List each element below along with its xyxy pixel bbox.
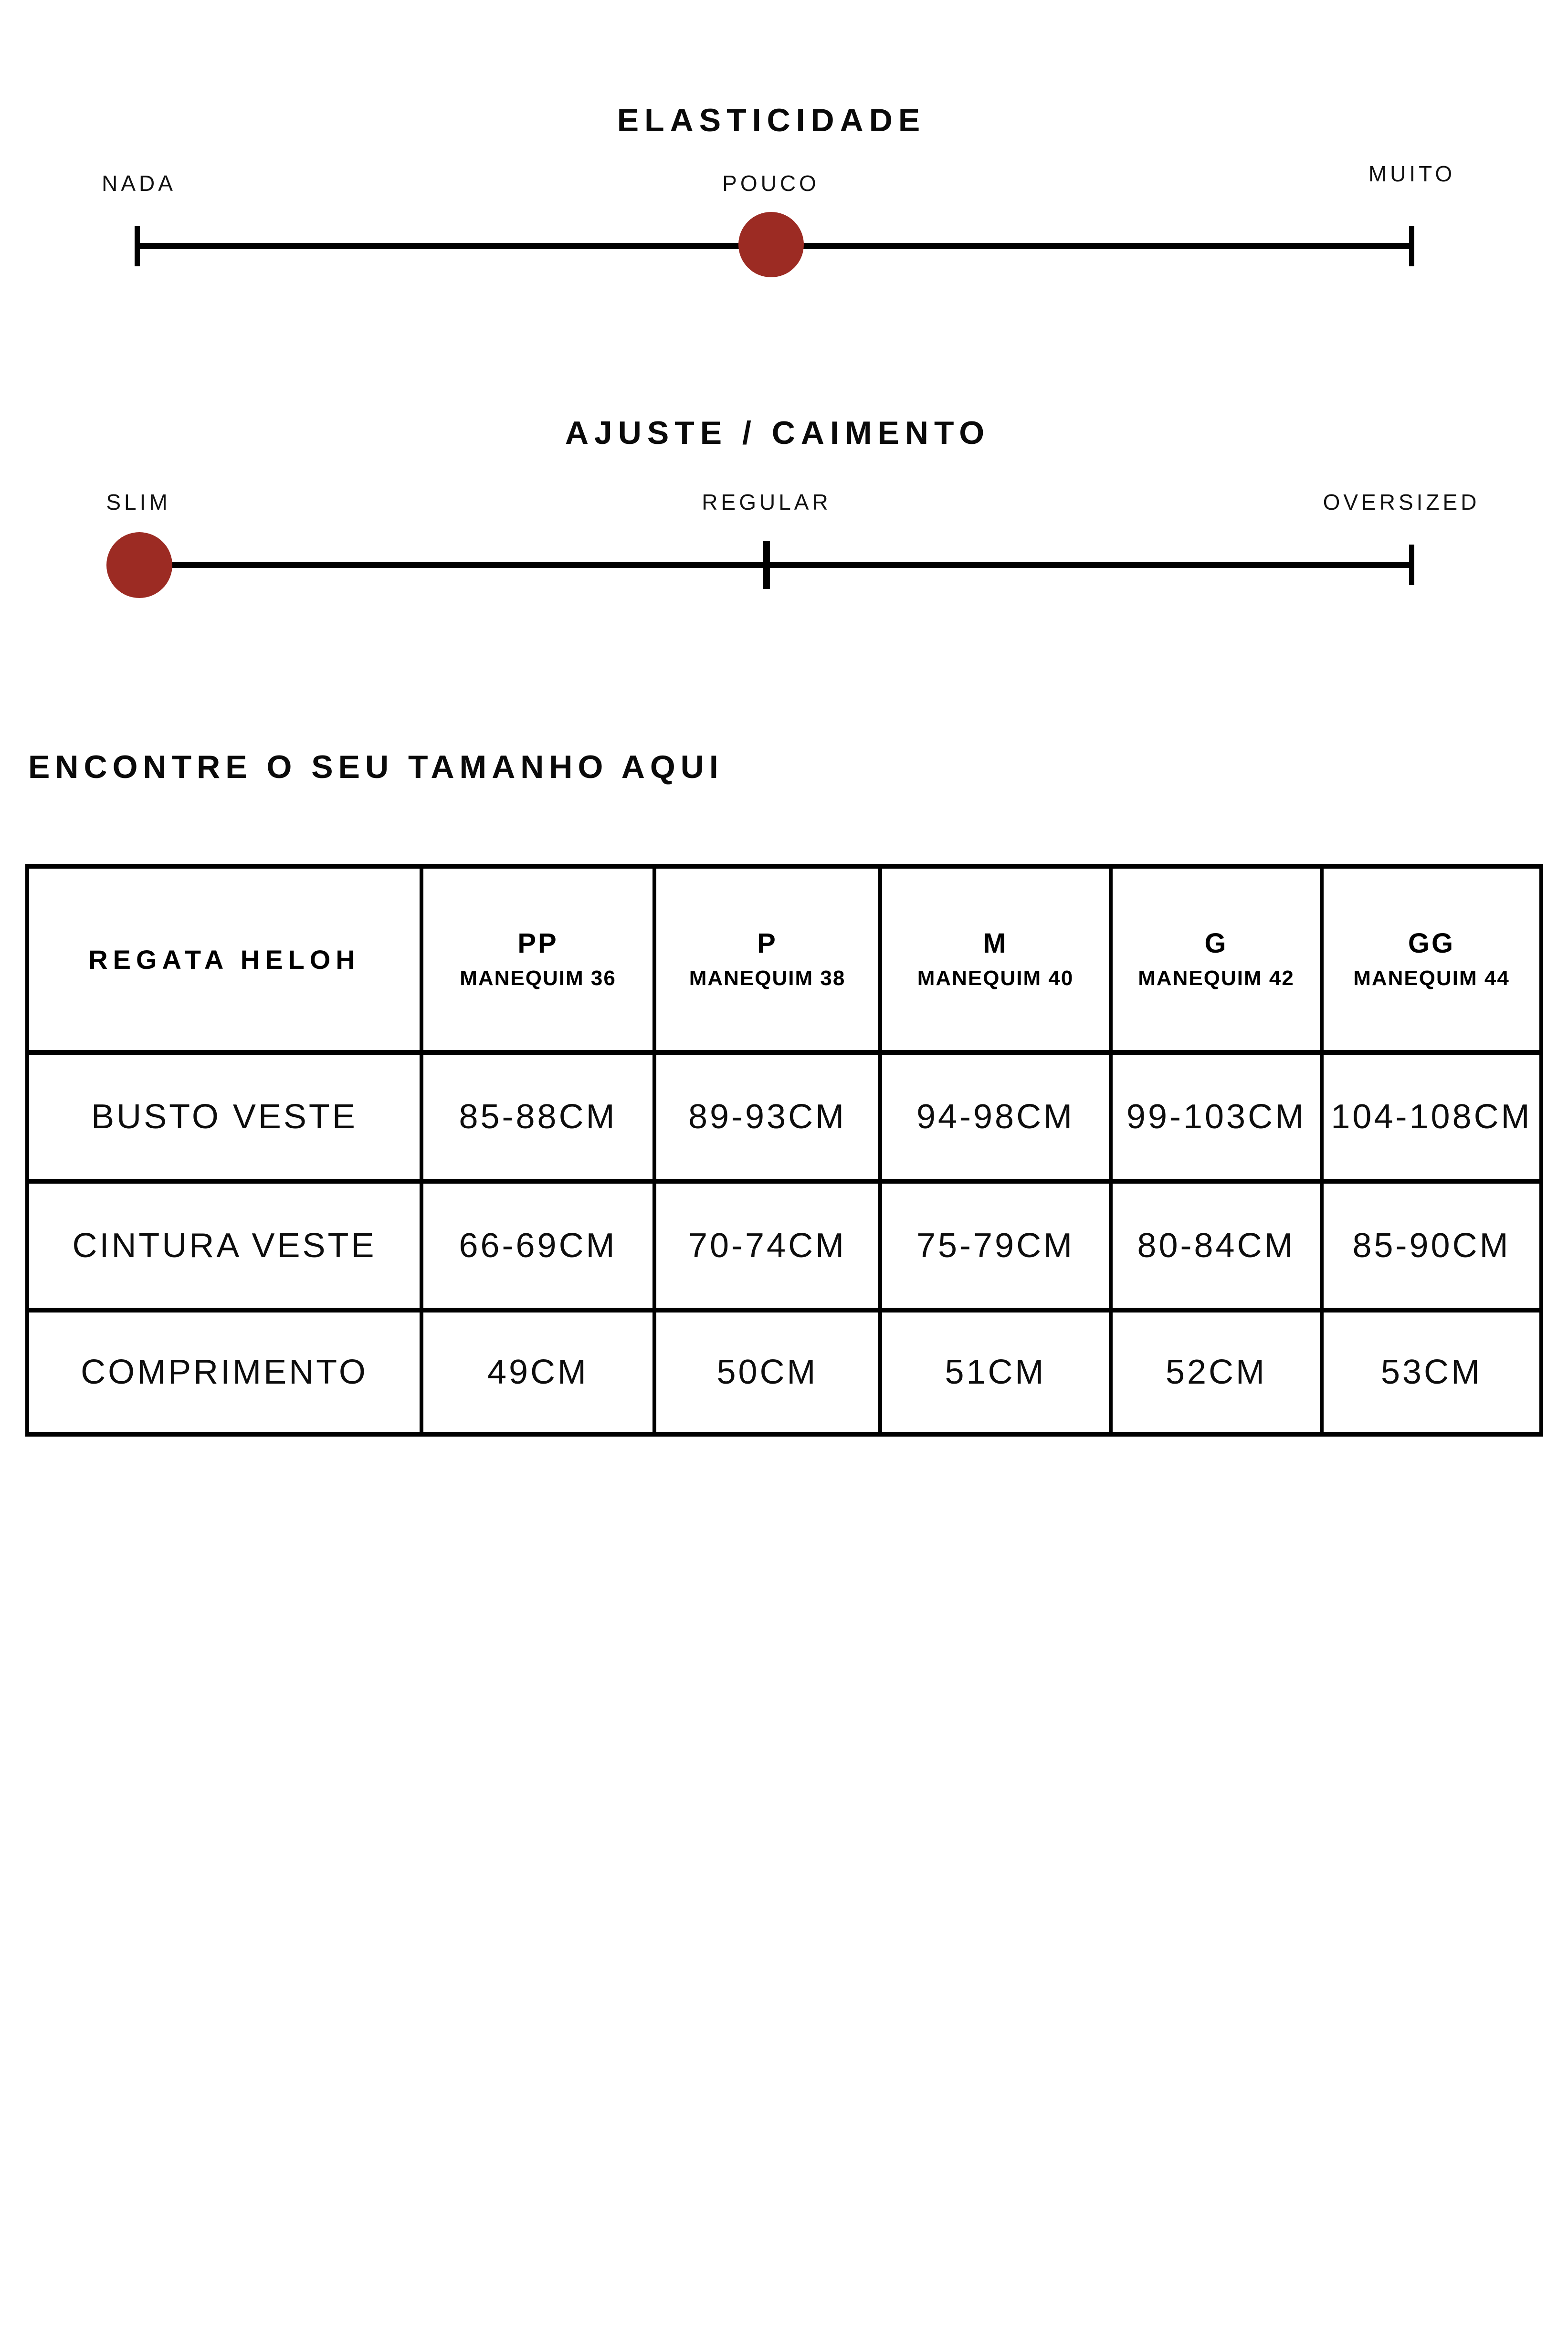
mannequin-label: MANEQUIM 38 [689, 966, 846, 990]
elasticity-slider-section [0, 0, 1568, 334]
table-cell [1322, 1310, 1541, 1434]
fit-slider-handle [106, 532, 172, 598]
mannequin-label: MANEQUIM 40 [917, 966, 1074, 990]
cell-value: 70-74CM [688, 1227, 847, 1265]
fit-label-slim: SLIM [106, 490, 171, 514]
mannequin-label: MANEQUIM 44 [1353, 966, 1510, 990]
row-label: CINTURA VESTE [72, 1227, 377, 1265]
cell-value: 99-103CM [1126, 1098, 1306, 1136]
size-code: GG [1408, 928, 1455, 959]
size-table-header-row [27, 866, 1541, 1052]
size-code: G [1204, 928, 1228, 959]
table-cell [1111, 1181, 1322, 1310]
table-cell [1322, 1052, 1541, 1181]
cell-value: 49CM [487, 1353, 589, 1391]
size-column-m [880, 866, 1111, 1052]
size-column-g [1111, 866, 1322, 1052]
size-code: P [757, 928, 778, 959]
table-cell [1111, 1310, 1322, 1434]
fit-tick-right [1409, 545, 1414, 585]
cell-value: 104-108CM [1331, 1098, 1532, 1136]
elasticity-tick-left [135, 226, 140, 266]
table-cell [1111, 1052, 1322, 1181]
row-label-cell [27, 1181, 421, 1310]
elasticity-title: ELASTICIDADE [617, 102, 926, 138]
fit-label-oversized: OVERSIZED [1323, 490, 1480, 514]
cell-value: 80-84CM [1137, 1227, 1295, 1265]
table-cell [880, 1310, 1111, 1434]
cell-value: 85-88CM [459, 1098, 617, 1136]
table-cell [421, 1181, 654, 1310]
table-cell [1322, 1181, 1541, 1310]
table-cell [421, 1052, 654, 1181]
size-column-p [654, 866, 880, 1052]
fit-title: AJUSTE / CAIMENTO [565, 415, 990, 451]
elasticity-slider-handle [738, 212, 804, 277]
row-label-cell [27, 1052, 421, 1181]
row-label-cell [27, 1310, 421, 1434]
size-column-gg [1322, 866, 1541, 1052]
elasticity-label-nada: NADA [102, 171, 176, 196]
size-guide-heading: ENCONTRE O SEU TAMANHO AQUI [28, 749, 724, 785]
product-name: REGATA HELOH [88, 944, 360, 975]
table-cell [880, 1052, 1111, 1181]
cell-value: 89-93CM [688, 1098, 847, 1136]
table-cell [880, 1181, 1111, 1310]
fit-slider-section [0, 334, 1568, 668]
size-code: M [983, 928, 1008, 959]
mannequin-label: MANEQUIM 42 [1138, 966, 1294, 990]
size-column-pp [421, 866, 654, 1052]
cell-value: 50CM [716, 1353, 818, 1391]
cell-value: 94-98CM [916, 1098, 1075, 1136]
cell-value: 53CM [1380, 1353, 1483, 1391]
row-label: BUSTO VESTE [91, 1098, 358, 1136]
cell-value: 85-90CM [1352, 1227, 1511, 1265]
elasticity-tick-right [1409, 226, 1414, 266]
cell-value: 52CM [1165, 1353, 1267, 1391]
fit-slider-track [138, 562, 1412, 568]
table-cell [654, 1052, 880, 1181]
row-label: COMPRIMENTO [81, 1353, 368, 1391]
size-code: PP [517, 928, 558, 959]
fit-label-regular: REGULAR [702, 490, 831, 514]
cell-value: 75-79CM [916, 1227, 1075, 1265]
cell-value: 66-69CM [459, 1227, 617, 1265]
table-row-waist [27, 1181, 1541, 1310]
elasticity-label-pouco: POUCO [722, 171, 820, 196]
size-table [25, 864, 1543, 1437]
fit-tick-center [763, 541, 770, 589]
mannequin-label: MANEQUIM 36 [460, 966, 616, 990]
table-row-length [27, 1310, 1541, 1434]
table-cell [654, 1181, 880, 1310]
elasticity-label-muito: MUITO [1368, 161, 1456, 186]
table-cell [654, 1310, 880, 1434]
cell-value: 51CM [945, 1353, 1046, 1391]
table-row-bust [27, 1052, 1541, 1181]
product-name-cell [27, 866, 421, 1052]
table-cell [421, 1310, 654, 1434]
